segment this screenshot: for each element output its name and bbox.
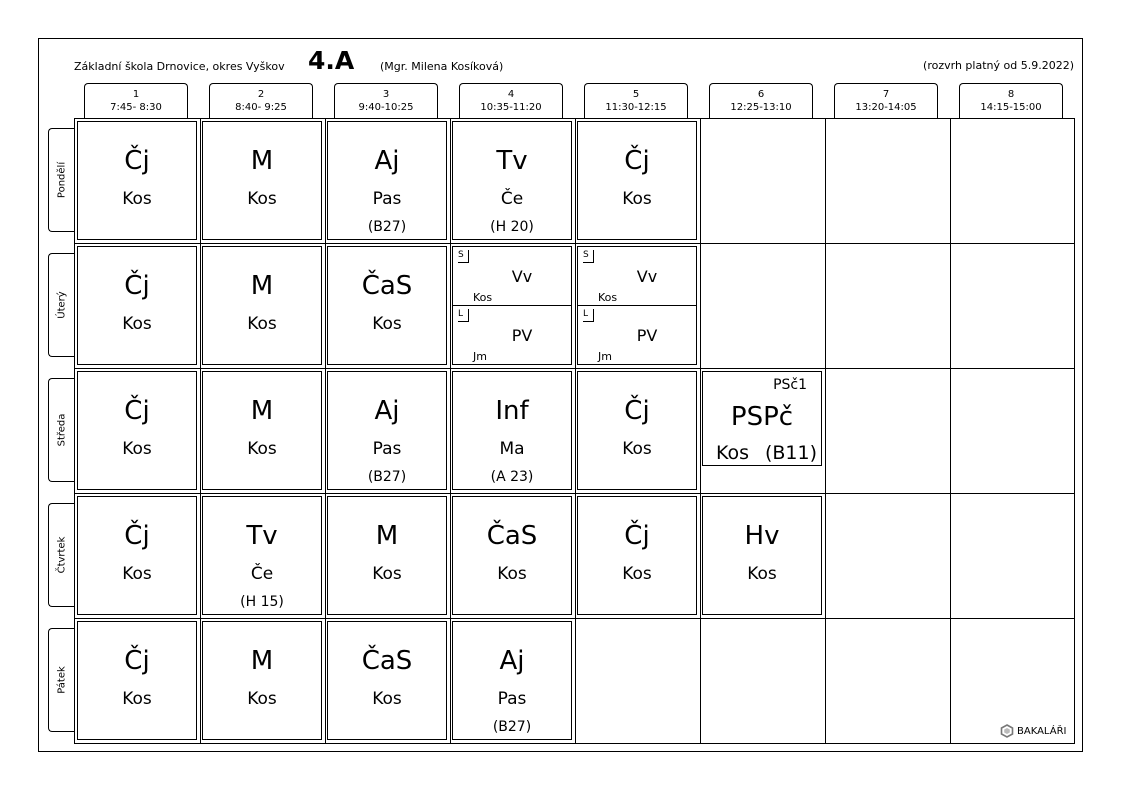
lesson-cell[interactable] (202, 121, 322, 240)
lesson-subject: Aj (374, 146, 400, 176)
day-tab-friday (48, 628, 74, 732)
lesson-subject: PV (511, 326, 533, 345)
day-tab-tuesday (48, 253, 74, 357)
day-tab-thursday (48, 503, 74, 607)
period-tab-8 (959, 83, 1063, 119)
group-label: L (458, 309, 469, 322)
class-teacher: (Mgr. Milena Kosíková) (380, 60, 504, 73)
grid-line (75, 368, 1074, 369)
lesson-teacher: Kos (122, 564, 152, 584)
period-number: 4 (507, 89, 515, 100)
period-tab-3 (334, 83, 438, 119)
period-number: 6 (757, 89, 765, 100)
lesson-cell[interactable] (452, 121, 572, 240)
lesson-cell-special[interactable] (702, 371, 822, 466)
period-tab-7 (834, 83, 938, 119)
period-time: 10:35-11:20 (480, 102, 542, 113)
lesson-teacher: Pas (497, 689, 527, 709)
lesson-subject: Čj (124, 271, 150, 301)
lesson-teacher: Jm (473, 350, 487, 363)
period-number: 1 (132, 89, 140, 100)
grid-line (75, 493, 1074, 494)
period-tab-2 (209, 83, 313, 119)
period-number: 7 (882, 89, 890, 100)
period-time: 13:20-14:05 (855, 102, 917, 113)
period-number: 2 (257, 89, 265, 100)
lesson-subject: Vv (636, 267, 658, 286)
lesson-subject: Aj (499, 646, 525, 676)
lesson-subject: Hv (744, 521, 780, 551)
lesson-teacher: Če (250, 564, 274, 584)
period-tab-4 (459, 83, 563, 119)
period-time: 11:30-12:15 (605, 102, 667, 113)
lesson-teacher: Kos (716, 442, 750, 464)
group-label: S (458, 250, 469, 263)
lesson-teacher: Jm (598, 350, 612, 363)
lesson-subject: Čj (124, 521, 150, 551)
lesson-subject: Tv (246, 521, 278, 551)
lesson-cell[interactable] (327, 121, 447, 240)
grid-line (200, 119, 201, 743)
lesson-teacher: Kos (372, 689, 402, 709)
lesson-subject: ČaS (486, 521, 538, 551)
period-time: 9:40-10:25 (358, 102, 414, 113)
lesson-teacher: Pas (372, 439, 402, 459)
lesson-subject: M (250, 396, 274, 426)
lesson-teacher: Kos (372, 314, 402, 334)
lesson-cell[interactable] (202, 246, 322, 365)
lesson-cell[interactable] (202, 496, 322, 615)
split-lesson-top[interactable] (578, 247, 696, 306)
lesson-subject: Čj (624, 146, 650, 176)
period-time: 14:15-15:00 (980, 102, 1042, 113)
bakalari-logo (1000, 724, 1066, 738)
lesson-teacher: Kos (247, 689, 277, 709)
logo-text: BAKALÁŘI (1017, 726, 1067, 737)
lesson-teacher: Kos (122, 314, 152, 334)
day-label: Středa (56, 413, 67, 447)
lesson-cell[interactable] (77, 496, 197, 615)
lesson-cell[interactable] (77, 621, 197, 740)
lesson-subject: Čj (624, 396, 650, 426)
lesson-teacher: Kos (497, 564, 527, 584)
day-label: Čtvrtek (56, 536, 67, 574)
lesson-subject: PSPč (730, 402, 794, 432)
period-number: 8 (1007, 89, 1015, 100)
period-tab-5 (584, 83, 688, 119)
grid-line (75, 618, 1074, 619)
period-tab-6 (709, 83, 813, 119)
day-label: Pondělí (56, 161, 67, 199)
lesson-teacher: Pas (372, 189, 402, 209)
lesson-cell[interactable] (327, 496, 447, 615)
class-name: 4.A (308, 46, 355, 75)
lesson-cell[interactable] (577, 121, 697, 240)
lesson-cell[interactable] (202, 621, 322, 740)
period-number: 3 (382, 89, 390, 100)
day-tab-monday (48, 128, 74, 232)
split-lesson-top[interactable] (453, 247, 571, 306)
lesson-room: (A 23) (490, 469, 534, 485)
period-number: 5 (632, 89, 640, 100)
lesson-subject: M (375, 521, 399, 551)
lesson-teacher: Kos (622, 189, 652, 209)
split-lesson-bottom[interactable] (578, 306, 696, 365)
lesson-teacher: Kos (598, 291, 618, 304)
valid-from: (rozvrh platný od 5.9.2022) (923, 59, 1074, 72)
lesson-teacher: Ma (499, 439, 525, 459)
lesson-subject: M (250, 646, 274, 676)
lesson-subject: M (250, 146, 274, 176)
bakalari-logo-icon (1000, 724, 1014, 738)
lesson-teacher: Kos (247, 439, 277, 459)
grid-line (450, 119, 451, 743)
period-tab-1 (84, 83, 188, 119)
lesson-cell[interactable] (452, 496, 572, 615)
lesson-teacher: Če (500, 189, 524, 209)
lesson-room: (B27) (367, 219, 407, 235)
lesson-cell[interactable] (77, 246, 197, 365)
lesson-cell[interactable] (327, 371, 447, 490)
lesson-cell[interactable] (77, 121, 197, 240)
grid-line (75, 243, 1074, 244)
lesson-teacher: Kos (247, 314, 277, 334)
lesson-teacher: Kos (122, 439, 152, 459)
lesson-subject: Aj (374, 396, 400, 426)
lesson-cell[interactable] (452, 621, 572, 740)
period-time: 8:40- 9:25 (235, 102, 287, 113)
lesson-cell[interactable] (327, 246, 447, 365)
period-time: 7:45- 8:30 (110, 102, 162, 113)
lesson-cell[interactable] (327, 621, 447, 740)
split-lesson-bottom[interactable] (453, 306, 571, 365)
lesson-subject: Inf (495, 396, 529, 426)
grid-line (825, 119, 826, 743)
lesson-subject: Čj (624, 521, 650, 551)
lesson-cell[interactable] (577, 371, 697, 490)
grid-line (950, 119, 951, 743)
lesson-teacher: Kos (622, 564, 652, 584)
day-label: Úterý (56, 291, 67, 319)
day-tab-wednesday (48, 378, 74, 482)
school-name: Základní škola Drnovice, okres Vyškov (74, 60, 285, 73)
lesson-subject: ČaS (361, 646, 413, 676)
lesson-subject: M (250, 271, 274, 301)
lesson-teacher: Kos (247, 189, 277, 209)
split-lesson-cell (577, 246, 697, 365)
lesson-cell[interactable] (452, 371, 572, 490)
grid-line (700, 119, 701, 743)
lesson-teacher: Kos (747, 564, 777, 584)
group-label: L (583, 309, 594, 322)
lesson-subject: Tv (496, 146, 528, 176)
lesson-subject: ČaS (361, 271, 413, 301)
lesson-teacher: Kos (372, 564, 402, 584)
group-label: S (583, 250, 594, 263)
lesson-cell[interactable] (77, 371, 197, 490)
lesson-room: (H 15) (240, 594, 284, 610)
lesson-subject: Vv (511, 267, 533, 286)
lesson-cell[interactable] (577, 496, 697, 615)
lesson-subject: Čj (124, 646, 150, 676)
lesson-teacher: Kos (122, 689, 152, 709)
day-label: Pátek (56, 666, 67, 694)
lesson-room: (H 20) (490, 219, 534, 235)
split-lesson-cell (452, 246, 572, 365)
lesson-cell[interactable] (202, 371, 322, 490)
lesson-room: (B11) (764, 442, 817, 464)
lesson-teacher: Kos (622, 439, 652, 459)
lesson-subject: Čj (124, 396, 150, 426)
lesson-code: PSč1 (773, 377, 807, 393)
grid-line (575, 119, 576, 743)
lesson-cell[interactable] (702, 496, 822, 615)
lesson-subject: Čj (124, 146, 150, 176)
lesson-teacher: Kos (122, 189, 152, 209)
lesson-subject: PV (636, 326, 658, 345)
lesson-room: (B27) (367, 469, 407, 485)
grid-line (325, 119, 326, 743)
lesson-teacher: Kos (473, 291, 493, 304)
lesson-room: (B27) (492, 719, 532, 735)
period-time: 12:25-13:10 (730, 102, 792, 113)
